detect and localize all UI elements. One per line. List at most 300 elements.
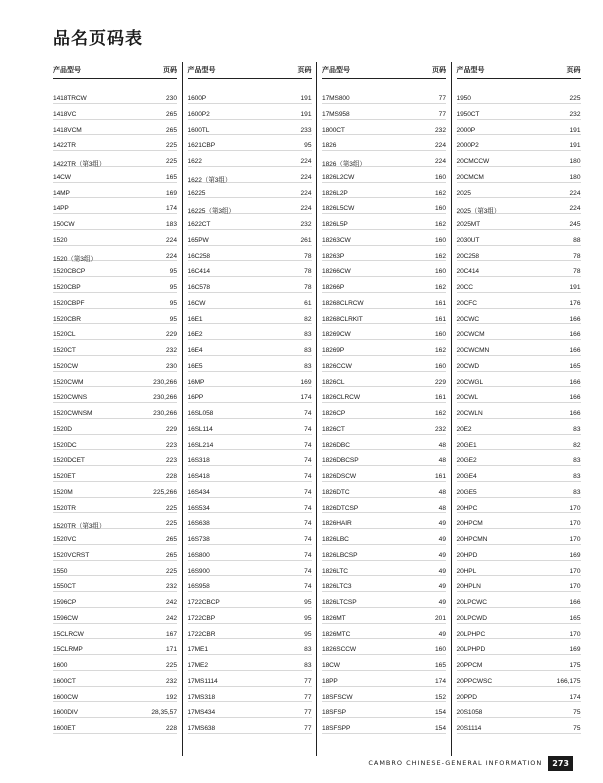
product-code: 20E2 bbox=[456, 425, 472, 433]
page-ref: 261 bbox=[300, 236, 312, 244]
product-code: 16SL214 bbox=[187, 441, 214, 449]
page-ref: 48 bbox=[438, 504, 446, 512]
product-code: 1826CCW bbox=[322, 362, 352, 370]
product-code: 1826LTCSP bbox=[322, 599, 357, 606]
header-page: 页码 bbox=[297, 66, 312, 74]
product-code: 1600P bbox=[187, 95, 207, 102]
header-rule bbox=[322, 78, 446, 79]
product-code: 16S418 bbox=[187, 473, 210, 480]
table-row bbox=[53, 340, 177, 356]
table-row bbox=[53, 592, 177, 608]
page-ref: 230,266 bbox=[153, 394, 177, 402]
product-code: 16E2 bbox=[187, 331, 203, 339]
page-ref: 83 bbox=[304, 347, 312, 354]
product-code: 16E5 bbox=[187, 362, 203, 370]
page-ref: 229 bbox=[165, 425, 177, 433]
product-code: 1800CT bbox=[322, 126, 345, 134]
table-row bbox=[53, 293, 177, 309]
product-code: 20CWCM bbox=[456, 331, 485, 339]
header-rule bbox=[53, 78, 177, 79]
product-code: 2000P2 bbox=[456, 142, 479, 150]
header-rule bbox=[188, 78, 312, 79]
column-header bbox=[457, 60, 581, 88]
table-row bbox=[188, 513, 312, 529]
page-ref: 75 bbox=[573, 709, 581, 717]
page-ref: 74 bbox=[304, 520, 312, 528]
page-ref: 49 bbox=[438, 520, 446, 528]
table-row bbox=[322, 198, 446, 214]
product-code: 1622CT bbox=[187, 221, 211, 228]
table-row bbox=[188, 639, 312, 655]
page-ref: 170 bbox=[569, 583, 581, 591]
product-code: 165PW bbox=[187, 236, 209, 244]
table-row bbox=[188, 702, 312, 718]
table-row bbox=[53, 167, 177, 183]
page-ref: 95 bbox=[304, 614, 312, 622]
page-title: 品名页码表 bbox=[53, 29, 143, 49]
product-code: 1422TR bbox=[53, 142, 76, 150]
table-row bbox=[322, 702, 446, 718]
product-code: 18SFSP bbox=[322, 709, 346, 717]
table-row bbox=[53, 655, 177, 671]
table-row bbox=[53, 277, 177, 293]
index-column bbox=[322, 60, 446, 734]
table-row bbox=[322, 450, 446, 466]
page-ref: 95 bbox=[304, 599, 312, 606]
table-row bbox=[53, 608, 177, 624]
page-ref: 161 bbox=[434, 315, 446, 323]
product-code: 20CWC bbox=[456, 315, 480, 323]
page-ref: 74 bbox=[304, 473, 312, 480]
product-code: 1826L2CW bbox=[322, 173, 355, 181]
product-code: 16S534 bbox=[187, 504, 210, 512]
table-row bbox=[53, 324, 177, 340]
column-header bbox=[188, 60, 312, 88]
page-ref: 191 bbox=[569, 126, 581, 134]
product-code: 2025MT bbox=[456, 221, 481, 228]
table-row bbox=[53, 372, 177, 388]
product-code: 16E4 bbox=[187, 347, 203, 354]
product-code: 20S1058 bbox=[456, 709, 483, 717]
table-row bbox=[322, 356, 446, 372]
table-row bbox=[188, 419, 312, 435]
table-row bbox=[53, 261, 177, 277]
table-row bbox=[188, 655, 312, 671]
page-ref: 166 bbox=[569, 394, 581, 402]
table-row bbox=[53, 513, 177, 529]
table-row bbox=[457, 435, 581, 451]
table-row bbox=[53, 466, 177, 482]
table-row bbox=[53, 702, 177, 718]
page-ref: 225 bbox=[165, 662, 177, 669]
page-ref: 78 bbox=[573, 268, 581, 276]
product-code: 16S638 bbox=[187, 520, 210, 528]
product-code: 1600DIV bbox=[53, 709, 78, 717]
table-row bbox=[53, 529, 177, 545]
product-code: 1826CLRCW bbox=[322, 394, 360, 402]
product-code: 1600CT bbox=[53, 677, 76, 685]
product-code: 16S434 bbox=[187, 488, 210, 496]
product-code: 18266P bbox=[322, 284, 345, 291]
page-ref: 174 bbox=[434, 677, 446, 685]
header-product: 产品型号 bbox=[187, 66, 216, 74]
page-ref: 170 bbox=[569, 520, 581, 528]
product-code: 1520D bbox=[53, 425, 72, 433]
column-divider bbox=[316, 62, 317, 756]
product-code: 17MS638 bbox=[187, 725, 216, 732]
product-code: 20LPHPC bbox=[456, 630, 486, 638]
page-ref: 49 bbox=[438, 583, 446, 591]
product-code: 20PPCWSC bbox=[456, 677, 492, 685]
product-code: 1600CW bbox=[53, 693, 79, 701]
table-row bbox=[457, 120, 581, 136]
product-code: 1826MTC bbox=[322, 630, 351, 638]
product-code: 18268CLRCW bbox=[322, 299, 364, 307]
page-ref: 95 bbox=[169, 299, 177, 307]
page-ref: 49 bbox=[438, 599, 446, 606]
header-page: 页码 bbox=[163, 66, 177, 74]
page-ref: 161 bbox=[434, 394, 446, 402]
product-code: 14MP bbox=[53, 189, 70, 197]
product-code: 20C414 bbox=[456, 268, 479, 276]
product-code: 16S800 bbox=[187, 551, 210, 559]
table-row bbox=[457, 608, 581, 624]
table-row bbox=[322, 608, 446, 624]
product-code: 16E1 bbox=[187, 315, 203, 323]
product-code: 14PP bbox=[53, 205, 69, 213]
table-row bbox=[188, 624, 312, 640]
product-code: 1826L5CW bbox=[322, 205, 355, 213]
table-row bbox=[188, 372, 312, 388]
table-row bbox=[188, 356, 312, 372]
table-row bbox=[188, 277, 312, 293]
page-ref: 166 bbox=[569, 410, 581, 417]
product-code: 1826DTCSP bbox=[322, 504, 359, 512]
product-code: 1520TR（第3组） bbox=[53, 523, 106, 531]
table-row bbox=[188, 608, 312, 624]
header-product: 产品型号 bbox=[53, 66, 81, 74]
page-ref: 225 bbox=[165, 567, 177, 575]
table-row bbox=[188, 246, 312, 262]
page-ref: 224 bbox=[165, 236, 177, 244]
product-code: 17MS958 bbox=[322, 110, 350, 118]
table-row bbox=[457, 718, 581, 734]
page-ref: 170 bbox=[569, 536, 581, 543]
page-ref: 191 bbox=[300, 95, 312, 102]
product-code: 1520CT bbox=[53, 347, 76, 354]
product-code: 1826DTC bbox=[322, 488, 350, 496]
page-ref: 224 bbox=[165, 252, 177, 260]
table-row bbox=[188, 88, 312, 104]
table-row bbox=[53, 671, 177, 687]
column-divider bbox=[451, 62, 452, 756]
page-ref: 242 bbox=[165, 599, 177, 606]
table-row bbox=[322, 183, 446, 199]
product-code: 17MS434 bbox=[187, 709, 216, 717]
product-code: 1520M bbox=[53, 488, 73, 496]
product-code: 1520 bbox=[53, 236, 68, 244]
page-ref: 225,266 bbox=[153, 488, 177, 496]
product-code: 1520（第3组） bbox=[53, 255, 97, 263]
table-row bbox=[457, 702, 581, 718]
page-ref: 171 bbox=[165, 646, 177, 654]
table-row bbox=[457, 498, 581, 514]
page-ref: 232 bbox=[300, 221, 312, 228]
page-number: 273 bbox=[548, 756, 573, 771]
table-row bbox=[188, 309, 312, 325]
page-ref: 74 bbox=[304, 536, 312, 543]
table-row bbox=[457, 387, 581, 403]
page-ref: 77 bbox=[304, 709, 312, 717]
product-code: 15CLRMP bbox=[53, 646, 83, 654]
table-row bbox=[188, 198, 312, 214]
page-ref: 232 bbox=[165, 583, 177, 591]
table-row bbox=[457, 576, 581, 592]
product-code: 20CFC bbox=[456, 299, 477, 307]
table-row bbox=[188, 340, 312, 356]
page-ref: 162 bbox=[434, 252, 446, 260]
page-ref: 77 bbox=[438, 110, 446, 118]
page-ref: 166 bbox=[569, 347, 581, 354]
product-code: 1621CBP bbox=[187, 142, 216, 150]
table-row bbox=[188, 576, 312, 592]
product-code: 16SL058 bbox=[187, 410, 214, 417]
page-ref: 49 bbox=[438, 536, 446, 543]
index-table bbox=[53, 60, 581, 760]
table-row bbox=[188, 120, 312, 136]
product-code: 20CWL bbox=[456, 394, 478, 402]
table-row bbox=[53, 387, 177, 403]
page-ref: 74 bbox=[304, 441, 312, 449]
page-ref: 82 bbox=[573, 441, 581, 449]
table-row bbox=[457, 466, 581, 482]
product-code: 16SL114 bbox=[187, 425, 213, 433]
table-row bbox=[322, 592, 446, 608]
table-row bbox=[188, 687, 312, 703]
page-ref: 77 bbox=[304, 693, 312, 701]
page-ref: 160 bbox=[434, 268, 446, 276]
page-footer bbox=[368, 755, 573, 771]
product-code: 16S318 bbox=[187, 457, 210, 465]
table-row bbox=[322, 576, 446, 592]
table-row bbox=[457, 324, 581, 340]
table-row bbox=[188, 450, 312, 466]
product-code: 1520CBPF bbox=[53, 299, 85, 307]
page-ref: 225 bbox=[569, 95, 581, 102]
table-row bbox=[53, 545, 177, 561]
page-ref: 223 bbox=[165, 441, 177, 449]
page-ref: 229 bbox=[434, 378, 446, 386]
table-row bbox=[188, 230, 312, 246]
product-code: 1520TR bbox=[53, 504, 76, 512]
page-ref: 83 bbox=[573, 473, 581, 480]
table-row bbox=[457, 450, 581, 466]
table-row bbox=[53, 639, 177, 655]
product-code: 20GE4 bbox=[456, 473, 477, 480]
table-row bbox=[322, 230, 446, 246]
table-row bbox=[188, 324, 312, 340]
header-product: 产品型号 bbox=[456, 66, 485, 74]
product-code: 17ME1 bbox=[187, 646, 208, 654]
table-row bbox=[457, 230, 581, 246]
table-row bbox=[322, 214, 446, 230]
page-ref: 265 bbox=[165, 110, 177, 118]
page-ref: 83 bbox=[304, 331, 312, 339]
table-row bbox=[322, 718, 446, 734]
page-ref: 230 bbox=[165, 362, 177, 370]
page-ref: 224 bbox=[434, 142, 446, 150]
table-row bbox=[322, 687, 446, 703]
page-ref: 75 bbox=[573, 725, 581, 732]
table-row bbox=[322, 639, 446, 655]
product-code: 1722CBCP bbox=[187, 599, 220, 606]
table-row bbox=[322, 104, 446, 120]
product-code: 1418VCM bbox=[53, 126, 82, 134]
page-ref: 74 bbox=[304, 488, 312, 496]
page-ref: 162 bbox=[434, 347, 446, 354]
product-code: 18269P bbox=[322, 347, 345, 354]
product-code: 1520CBP bbox=[53, 284, 81, 291]
product-code: 18268CLRKIT bbox=[322, 315, 363, 323]
page-ref: 160 bbox=[434, 646, 446, 654]
product-code: 1422TR（第3组） bbox=[53, 161, 106, 168]
page-ref: 49 bbox=[438, 567, 446, 575]
table-row bbox=[188, 592, 312, 608]
product-code: 1550CT bbox=[53, 583, 76, 591]
page-ref: 166 bbox=[569, 378, 581, 386]
product-code: 16S738 bbox=[187, 536, 210, 543]
product-code: 17MS318 bbox=[187, 693, 216, 701]
table-row bbox=[188, 561, 312, 577]
page-ref: 77 bbox=[304, 677, 312, 685]
page-ref: 161 bbox=[434, 473, 446, 480]
header-page: 页码 bbox=[566, 66, 581, 74]
page-ref: 160 bbox=[434, 331, 446, 339]
product-code: 20LPHPD bbox=[456, 646, 486, 654]
product-code: 20CWD bbox=[456, 362, 480, 370]
page-ref: 232 bbox=[569, 110, 581, 118]
product-code: 1600P2 bbox=[187, 110, 210, 118]
header-page: 页码 bbox=[432, 66, 446, 74]
page-ref: 78 bbox=[304, 252, 312, 260]
product-code: 1622（第3组） bbox=[187, 176, 232, 184]
product-code: 18SFSCW bbox=[322, 693, 353, 701]
table-row bbox=[322, 151, 446, 167]
product-code: 20HPD bbox=[456, 551, 478, 559]
table-row bbox=[322, 671, 446, 687]
table-row bbox=[188, 183, 312, 199]
page-ref: 77 bbox=[438, 95, 446, 102]
table-row bbox=[457, 151, 581, 167]
page-ref: 160 bbox=[434, 173, 446, 181]
page-ref: 74 bbox=[304, 410, 312, 417]
page-ref: 154 bbox=[434, 709, 446, 717]
page-ref: 48 bbox=[438, 488, 446, 496]
page-ref: 165 bbox=[569, 362, 581, 370]
table-row bbox=[322, 88, 446, 104]
table-row bbox=[457, 529, 581, 545]
product-code: 20CWCMN bbox=[456, 347, 490, 354]
table-row bbox=[322, 624, 446, 640]
table-row bbox=[188, 387, 312, 403]
product-code: 1520VCRST bbox=[53, 551, 90, 559]
table-row bbox=[188, 293, 312, 309]
page-ref: 166,175 bbox=[556, 677, 581, 685]
table-row bbox=[53, 214, 177, 230]
page-ref: 192 bbox=[165, 693, 177, 701]
product-code: 1520VC bbox=[53, 536, 77, 543]
product-code: 14CW bbox=[53, 173, 71, 181]
page-ref: 162 bbox=[434, 410, 446, 417]
page-ref: 228 bbox=[165, 725, 177, 732]
page-ref: 74 bbox=[304, 425, 312, 433]
table-row bbox=[322, 277, 446, 293]
table-row bbox=[322, 419, 446, 435]
page-ref: 229 bbox=[165, 331, 177, 339]
product-code: 1826DBCSP bbox=[322, 457, 359, 465]
page-ref: 174 bbox=[569, 693, 581, 701]
table-row bbox=[457, 403, 581, 419]
table-row bbox=[322, 655, 446, 671]
product-code: 20PPD bbox=[456, 693, 477, 701]
page-ref: 176 bbox=[569, 299, 581, 307]
table-row bbox=[322, 372, 446, 388]
table-row bbox=[53, 561, 177, 577]
product-code: 20CWLN bbox=[456, 410, 483, 417]
table-row bbox=[322, 529, 446, 545]
table-row bbox=[322, 545, 446, 561]
table-row bbox=[53, 482, 177, 498]
index-column bbox=[188, 60, 312, 734]
page-ref: 228 bbox=[165, 473, 177, 480]
product-code: 1826LTC bbox=[322, 567, 348, 575]
product-code: 16C258 bbox=[187, 252, 210, 260]
page-ref: 170 bbox=[569, 567, 581, 575]
product-code: 20GE2 bbox=[456, 457, 477, 465]
table-row bbox=[188, 482, 312, 498]
page-ref: 169 bbox=[569, 646, 581, 654]
page-ref: 95 bbox=[304, 630, 312, 638]
page-ref: 175 bbox=[569, 662, 581, 669]
page-ref: 78 bbox=[304, 284, 312, 291]
page-ref: 77 bbox=[304, 725, 312, 732]
page-ref: 82 bbox=[304, 315, 312, 323]
page-ref: 49 bbox=[438, 551, 446, 559]
table-row bbox=[457, 183, 581, 199]
table-row bbox=[457, 261, 581, 277]
page-ref: 265 bbox=[165, 551, 177, 559]
table-row bbox=[457, 214, 581, 230]
page-ref: 191 bbox=[569, 284, 581, 291]
product-code: 2025 bbox=[456, 189, 471, 197]
page-ref: 83 bbox=[304, 362, 312, 370]
table-row bbox=[457, 624, 581, 640]
page-ref: 160 bbox=[434, 236, 446, 244]
page-ref: 232 bbox=[165, 677, 177, 685]
page-ref: 74 bbox=[304, 504, 312, 512]
page-ref: 230 bbox=[165, 95, 177, 102]
page-ref: 245 bbox=[569, 221, 581, 228]
product-code: 17MS800 bbox=[322, 95, 350, 102]
product-code: 18269CW bbox=[322, 331, 351, 339]
page-ref: 180 bbox=[569, 173, 581, 181]
table-row bbox=[457, 513, 581, 529]
page-ref: 83 bbox=[304, 662, 312, 669]
table-row bbox=[457, 293, 581, 309]
table-row bbox=[188, 671, 312, 687]
footer-text: CAMBRO CHINESE-GENERAL INFORMATION bbox=[368, 759, 543, 767]
table-row bbox=[322, 293, 446, 309]
